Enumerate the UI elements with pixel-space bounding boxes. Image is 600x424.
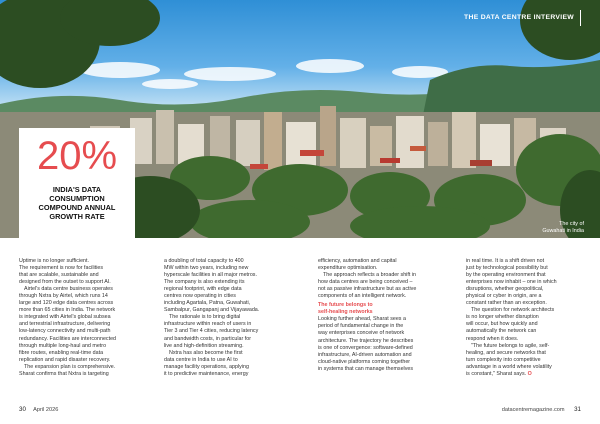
article-text-line: way enterprises conceive of network	[318, 330, 405, 337]
article-text-line: a doubling of total capacity to 400	[164, 258, 244, 264]
article-text-line: Tier 3 and Tier 4 cities, reducing latency	[164, 328, 259, 335]
article-end-mark: O	[526, 370, 532, 377]
article-text-line: it to predictive maintenance, energy	[164, 370, 249, 377]
article-text-line: data centre in India to use AI to	[164, 356, 238, 363]
article-text-line: is integrated with Airtel's global subsea	[19, 314, 111, 321]
article-text-line: Nxtra has also become the first	[169, 349, 243, 356]
article-text-line: infrastructure, AI-driven automation and	[318, 351, 412, 358]
article-text-line: including Agartala, Patna, Guwahati,	[164, 300, 251, 307]
photo-caption-line: Guwahati in India	[542, 227, 584, 234]
article-text-line: by the operating environment that	[466, 272, 546, 279]
article-text-line: Looking further ahead, Sharat sees a	[318, 316, 406, 323]
article-text-line: Sambalpur, Gangapanj and Vijayawada.	[164, 307, 260, 314]
article-text-line: automatically the network can	[466, 328, 537, 335]
article-text-line: centres now operating in cities	[164, 293, 236, 300]
article-text-line: not as passive infrastructure but as active	[318, 286, 417, 293]
article-text-line: "The future belongs to agile, self-	[471, 342, 550, 349]
article-text-line: Uptime is no longer sufficient.	[19, 258, 89, 264]
page-number-left: 30	[19, 406, 26, 413]
stat-value: 20%	[36, 134, 118, 178]
article-text-line: enterprises now inhabit – one in which	[466, 279, 557, 286]
article-text-line: that are scalable, sustainable and	[19, 272, 99, 279]
stat-caption-line: GROWTH RATE	[49, 212, 105, 221]
article-text-line: components of an intelligent network.	[318, 293, 407, 300]
article-text-line: The requirement is now for facilities	[19, 265, 104, 272]
article-text-line: in systems that can manage themselves	[318, 365, 414, 372]
article-text-line: and terrestrial infrastructure, delivering	[19, 321, 111, 328]
article-text-line: infrastructure within reach of users in	[164, 321, 252, 328]
article-text-line: constant rather than an exception.	[466, 300, 547, 307]
article-text-line: Sharat confirms that Nxtra is targeting	[19, 370, 109, 377]
section-heading-line: The future belongs to	[318, 302, 373, 309]
article-text-line: is one of convergence: software-defined	[318, 344, 413, 351]
article-text-line: hyperscale facilities in all major metros.	[164, 272, 257, 279]
article-text-line: large and 120 edge data centres across	[19, 300, 114, 307]
section-heading-line: self-healing networks	[318, 309, 373, 316]
article-text-line: physical or cyber in origin, are a	[466, 293, 542, 300]
article-text-line: live and high-definition streaming.	[164, 342, 244, 349]
article-column-2	[164, 258, 292, 378]
article-text-line: how data centres are being conceived –	[318, 279, 413, 286]
stat-caption-line: COMPOUND ANNUAL	[38, 203, 116, 212]
article-text-line: disruptions, whether geopolitical,	[466, 286, 544, 293]
article-text-line: designed from the outset to support AI.	[19, 279, 111, 286]
article-text-line: efficiency, automation and capital	[318, 258, 397, 264]
article-text-line: redundancy. Facilities are interconnected	[19, 335, 117, 342]
article-text-line: architecture. The trajectory he describes	[318, 337, 414, 344]
article-text-line: just by technological possibility but	[466, 265, 548, 272]
article-text-line: period of fundamental change in the	[318, 323, 404, 330]
article-text-line: The rationale is to bring digital	[169, 314, 241, 321]
article-text-line-last: is constant," Sharat says. O	[466, 370, 532, 377]
article-column-1	[19, 258, 147, 378]
article-text-line: through Nxtra by Airtel, which runs 14	[19, 293, 108, 300]
article-text-line: in real time. It is a shift driven not	[466, 258, 545, 264]
article-column-3	[318, 258, 446, 373]
stat-caption-line: CONSUMPTION	[49, 194, 105, 203]
article-text-line: advantage in a world where volatility	[466, 363, 552, 370]
article-text-line: fibre routes, enabling real-time data	[19, 349, 104, 356]
article-text-line: respond when it does.	[466, 335, 519, 342]
article-text-line: and bandwidth costs, in particular for	[164, 335, 252, 342]
article-text-line: more than 65 cities in India. The network	[19, 307, 116, 314]
section-divider	[580, 10, 581, 26]
article-text-line: The approach reflects a broader shift in	[323, 272, 416, 279]
article-text-line: through multiple long-haul and metro	[19, 342, 107, 349]
article-text-line: healing, and secure networks that	[466, 349, 546, 356]
article-text-line: expenditure optimisation.	[318, 265, 378, 272]
website: datacentremagazine.com	[501, 407, 565, 413]
footer-left	[19, 406, 58, 413]
article-text-line: MW within two years, including new	[164, 265, 249, 272]
article-text-line: will occur, but how quickly and	[466, 321, 538, 328]
article-text-line: is no longer whether disruption	[466, 314, 539, 321]
issue-date: April 2026	[33, 407, 59, 413]
article-column-4	[466, 258, 586, 378]
page-number-right: 31	[574, 406, 581, 413]
article-text-line: Airtel's data centre business operates	[24, 286, 113, 293]
article-text-line: manage facility operations, applying	[164, 363, 249, 370]
article-text-line: The company is also extending its	[164, 279, 245, 286]
article-text-line: low-latency connectivity and multi-path	[19, 328, 111, 335]
photo-caption-line: The city of	[559, 221, 584, 227]
section-label: THE DATA CENTRE INTERVIEW	[464, 14, 574, 21]
stat-caption	[19, 185, 135, 221]
article-text-line: The question for network architects	[471, 307, 555, 314]
footer-right	[502, 406, 581, 413]
article-text-line: The expansion plan is comprehensive.	[24, 363, 116, 370]
stat-caption-line: INDIA'S DATA	[52, 185, 102, 194]
article-text-line: cloud-native platforms coming together	[318, 358, 411, 365]
stat-callout	[19, 128, 135, 240]
article-text-line: replication and rapid disaster recovery.	[19, 356, 111, 363]
article-text-line: turn complexity into competitive	[466, 356, 541, 363]
photo-caption	[542, 221, 584, 234]
article-text-line: regional footprint, with edge data	[164, 286, 242, 293]
